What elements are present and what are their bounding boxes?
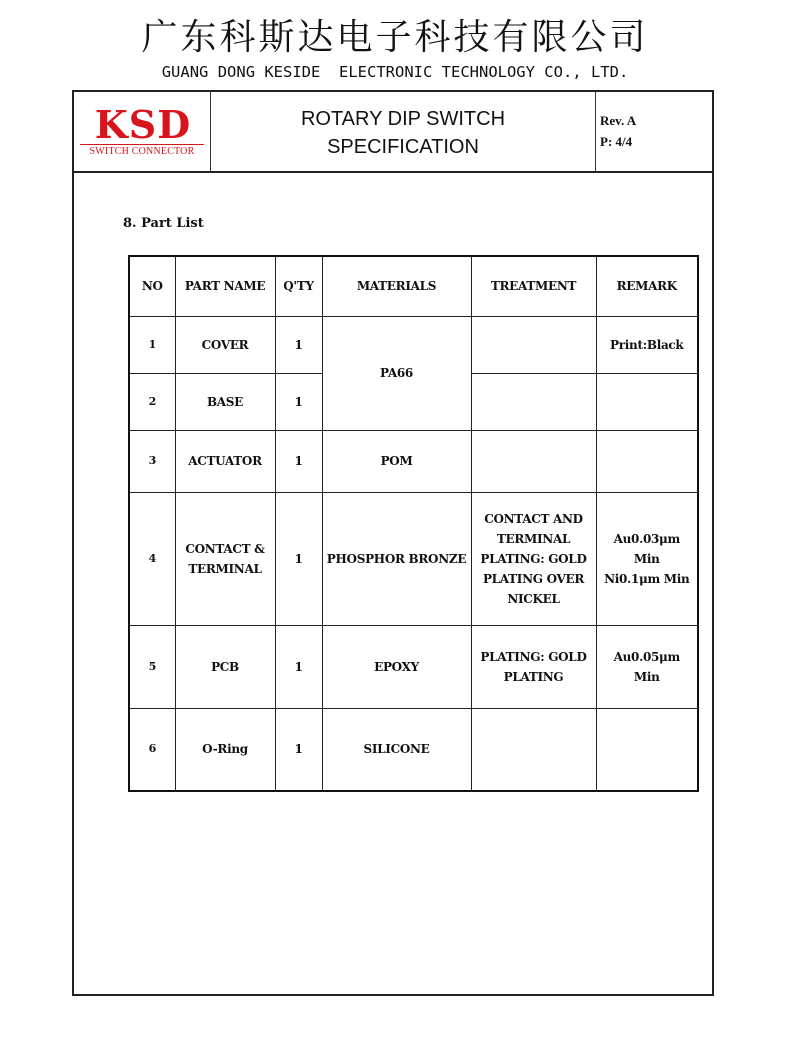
row-remark: [596, 373, 698, 430]
row-treatment: [471, 316, 596, 373]
row-treatment: PLATING: GOLD PLATING: [471, 625, 596, 708]
column-header-no: NO: [129, 256, 175, 316]
row-qty: 1: [275, 708, 322, 791]
row-material: SILICONE: [322, 708, 471, 791]
row-material: POM: [322, 430, 471, 492]
column-header-treatment: TREATMENT: [471, 256, 596, 316]
row-treatment: CONTACT AND TERMINAL PLATING: GOLD PLATING OVER NICKEL: [471, 492, 596, 625]
title-line-2: SPECIFICATION: [327, 136, 479, 158]
section-title: 8. Part List: [123, 216, 204, 231]
document-header: [74, 92, 712, 173]
table-row: [129, 430, 698, 492]
row-treatment: [471, 373, 596, 430]
row-qty: 1: [275, 625, 322, 708]
column-header-qty: Q'TY: [275, 256, 322, 316]
row-remark: [596, 708, 698, 791]
row-qty: 1: [275, 316, 322, 373]
table-row: [129, 316, 698, 373]
row-treatment: [471, 708, 596, 791]
table-row: [129, 708, 698, 791]
row-qty: 1: [275, 373, 322, 430]
document-title: [211, 92, 596, 171]
title-line-1: ROTARY DIP SWITCH: [300, 108, 506, 130]
row-qty: 1: [275, 492, 322, 625]
row-no: 3: [129, 430, 175, 492]
logo-subtext: SWITCH CONNECTOR: [80, 144, 204, 157]
revision-label: Rev. A: [600, 113, 637, 128]
ksd-logo: KSD: [94, 102, 192, 147]
row-part-name: COVER: [175, 316, 275, 373]
row-part-name: PCB: [175, 625, 275, 708]
page-number: P: 4/4: [600, 134, 633, 149]
column-header-part-name: PART NAME: [175, 256, 275, 316]
row-qty: 1: [275, 430, 322, 492]
row-material: EPOXY: [322, 625, 471, 708]
row-remark: Au0.03μm Min Ni0.1μm Min: [596, 492, 698, 625]
row-part-name: ACTUATOR: [175, 430, 275, 492]
company-name-cn: 广东科斯达电子科技有限公司: [141, 17, 649, 58]
row-no: 6: [129, 708, 175, 791]
row-treatment: [471, 430, 596, 492]
row-remark: Au0.05μm Min: [596, 625, 698, 708]
part-list-table: [128, 255, 699, 792]
table-row: [129, 625, 698, 708]
table-header-row: [129, 256, 698, 316]
row-remark: Print:Black: [596, 316, 698, 373]
company-name-en: GUANG DONG KESIDE ELECTRONIC TECHNOLOGY CO., LTD.: [161, 63, 629, 81]
row-material: PHOSPHOR BRONZE: [322, 492, 471, 625]
row-remark: [596, 430, 698, 492]
row-no: 2: [129, 373, 175, 430]
table-row: [129, 492, 698, 625]
row-part-name: O-Ring: [175, 708, 275, 791]
row-no: 5: [129, 625, 175, 708]
row-part-name: BASE: [175, 373, 275, 430]
row-part-name: CONTACT & TERMINAL: [175, 492, 275, 625]
column-header-materials: MATERIALS: [322, 256, 471, 316]
row-material: PA66: [322, 316, 471, 430]
revision-cell: [600, 92, 710, 189]
row-no: 4: [129, 492, 175, 625]
row-no: 1: [129, 316, 175, 373]
column-header-remark: REMARK: [596, 256, 698, 316]
logo-cell: [74, 92, 211, 171]
